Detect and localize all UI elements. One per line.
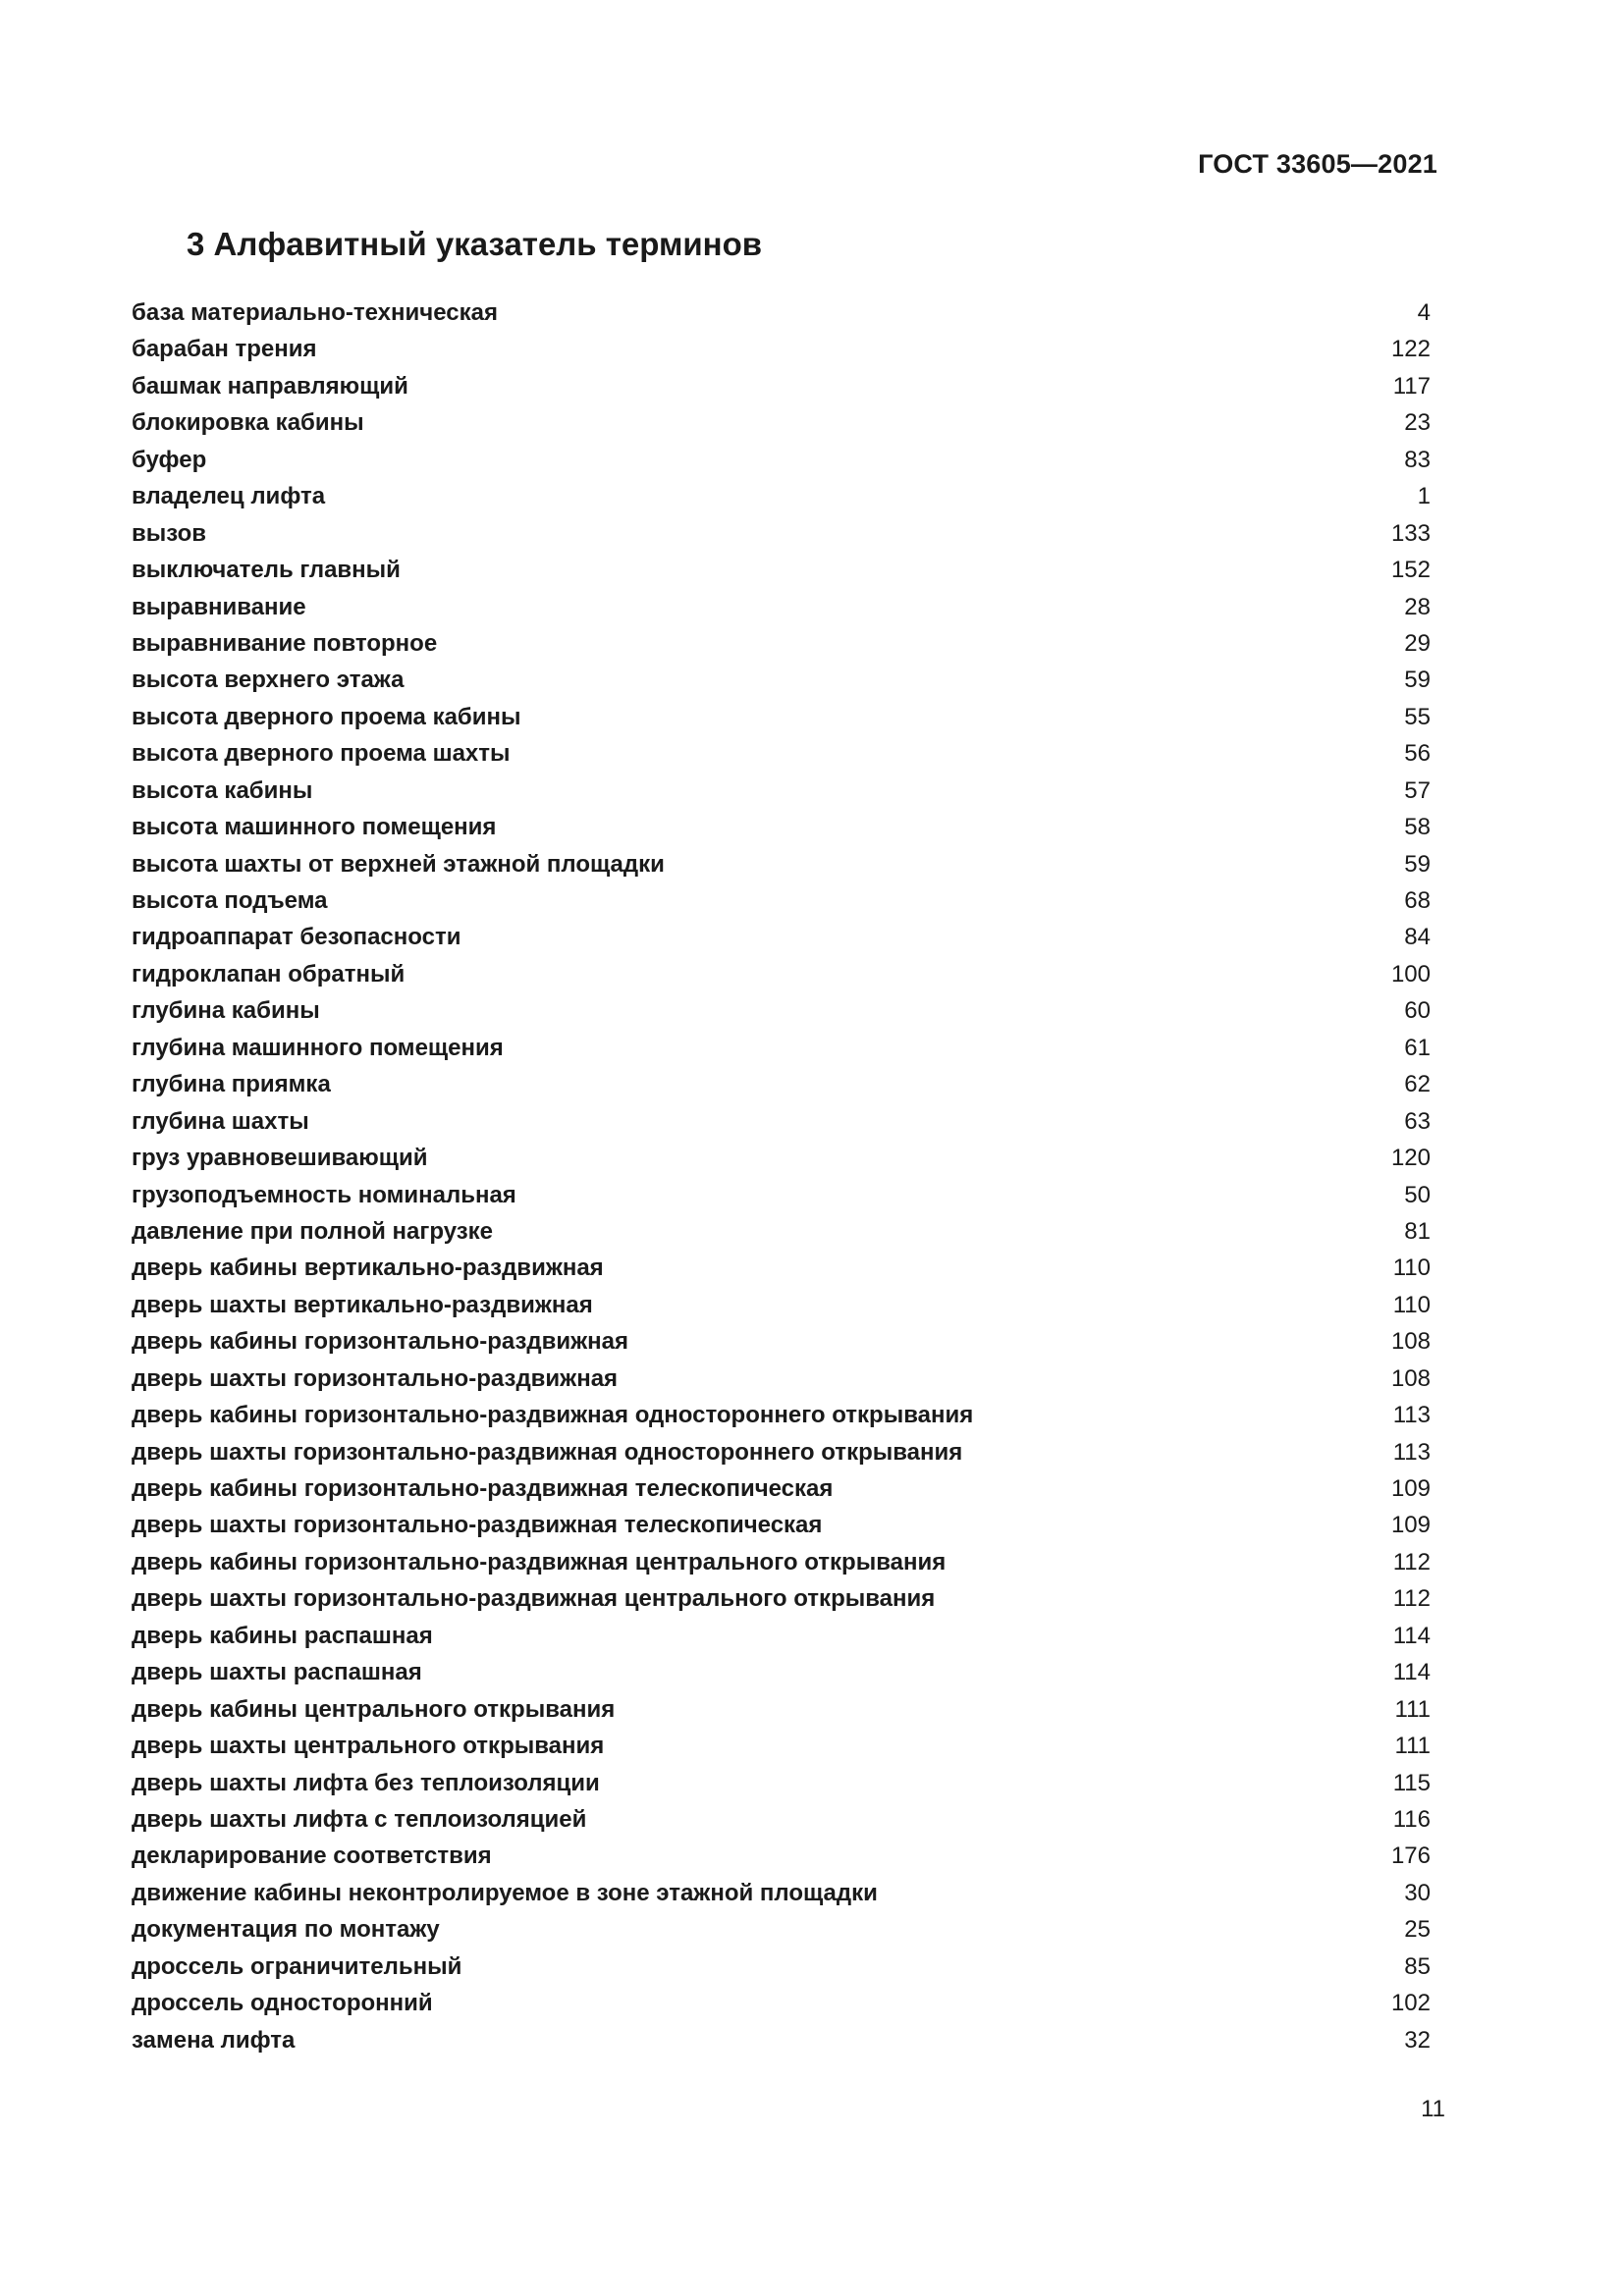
index-term-number: 23: [1404, 409, 1431, 437]
index-entry: [132, 404, 1431, 441]
index-entry: [132, 735, 1431, 772]
index-term-number: 110: [1392, 1255, 1431, 1282]
index-term: глубина кабины: [132, 997, 320, 1025]
index-term: дверь шахты горизонтально-раздвижная телескопическая: [132, 1512, 823, 1539]
index-term-number: 60: [1404, 997, 1431, 1025]
index-entry: [132, 1544, 1431, 1580]
index-term-number: 56: [1404, 740, 1431, 768]
index-term-number: 68: [1404, 887, 1431, 914]
index-term-number: 28: [1404, 593, 1431, 620]
index-entry: [132, 2022, 1431, 2058]
index-term-number: 109: [1390, 1475, 1431, 1502]
index-term-number: 55: [1404, 703, 1431, 730]
index-term: высота верхнего этажа: [132, 667, 405, 694]
index-term-number: 85: [1404, 1952, 1431, 1980]
index-term-number: 112: [1392, 1548, 1431, 1575]
index-entry: [132, 1911, 1431, 1948]
index-term: буфер: [132, 446, 207, 473]
document-code: ГОСТ 33605—2021: [1198, 149, 1437, 179]
index-entry: [132, 1985, 1431, 2021]
index-term: дверь кабины распашная: [132, 1622, 433, 1649]
index-entry: [132, 1728, 1431, 1764]
index-term-number: 117: [1392, 372, 1431, 400]
index-term-number: 122: [1390, 336, 1431, 363]
index-term: дверь шахты горизонтально-раздвижная центрального открывания: [132, 1585, 936, 1613]
index-entry: [132, 1177, 1431, 1213]
index-term: гидроклапан обратный: [132, 960, 406, 988]
index-term: грузоподъемность номинальная: [132, 1181, 516, 1208]
index-term: глубина приямка: [132, 1071, 331, 1098]
index-term: дроссель ограничительный: [132, 1952, 462, 1980]
index-term: база материально-техническая: [132, 299, 498, 326]
index-term: владелец лифта: [132, 483, 326, 510]
index-entry: [132, 1838, 1431, 1874]
index-term-number: 50: [1404, 1181, 1431, 1208]
index-term: дверь шахты лифта без теплоизоляции: [132, 1769, 600, 1796]
index-term-number: 114: [1392, 1622, 1431, 1649]
index-entry: [132, 1287, 1431, 1323]
index-term: высота кабины: [132, 776, 313, 804]
index-term: замена лифта: [132, 2026, 296, 2054]
index-term-number: 4: [1417, 299, 1431, 326]
index-entry: [132, 1030, 1431, 1066]
index-entry: [132, 589, 1431, 625]
index-term: дверь кабины центрального открывания: [132, 1695, 616, 1723]
index-entry: [132, 442, 1431, 478]
index-entry: [132, 1323, 1431, 1360]
index-term-number: 108: [1390, 1328, 1431, 1356]
index-entry: [132, 919, 1431, 955]
index-term: глубина шахты: [132, 1107, 309, 1135]
index-term-number: 25: [1404, 1916, 1431, 1944]
index-entry: [132, 1691, 1431, 1728]
index-term: башмак направляющий: [132, 372, 408, 400]
index-term-number: 152: [1390, 557, 1431, 584]
index-term: гидроаппарат безопасности: [132, 924, 461, 951]
index-term-number: 111: [1394, 1695, 1431, 1723]
index-entry: [132, 1103, 1431, 1140]
index-term-number: 114: [1392, 1659, 1431, 1686]
index-entry: [132, 1949, 1431, 1985]
index-entry: [132, 662, 1431, 698]
index-term: дроссель односторонний: [132, 1990, 433, 2017]
index-term: дверь шахты лифта с теплоизоляцией: [132, 1805, 587, 1833]
index-entry: [132, 515, 1431, 552]
index-entry: [132, 1470, 1431, 1507]
index-term: дверь шахты центрального открывания: [132, 1733, 605, 1760]
index-entry: [132, 478, 1431, 514]
index-entry: [132, 992, 1431, 1029]
index-term-number: 102: [1390, 1990, 1431, 2017]
index-term-number: 110: [1392, 1291, 1431, 1318]
index-term-number: 59: [1404, 667, 1431, 694]
index-entry: [132, 882, 1431, 919]
index-entry: [132, 1397, 1431, 1433]
index-entry: [132, 1580, 1431, 1617]
index-term: высота подъема: [132, 887, 328, 914]
index-term-number: 84: [1404, 924, 1431, 951]
index-term: высота дверного проема кабины: [132, 703, 521, 730]
index-term: дверь кабины горизонтально-раздвижная центрального открывания: [132, 1548, 947, 1575]
term-index-list: [132, 294, 1431, 2058]
index-term: вызов: [132, 519, 206, 547]
index-term-number: 57: [1404, 776, 1431, 804]
index-term-number: 29: [1404, 629, 1431, 657]
section-title: 3 Алфавитный указатель терминов: [187, 226, 763, 262]
index-term: высота шахты от верхней этажной площадки: [132, 850, 665, 878]
index-term-number: 63: [1404, 1107, 1431, 1135]
index-entry: [132, 368, 1431, 404]
index-term-number: 108: [1390, 1364, 1431, 1392]
index-term: дверь шахты горизонтально-раздвижная одностороннего открывания: [132, 1438, 963, 1466]
index-entry: [132, 1361, 1431, 1397]
index-term: давление при полной нагрузке: [132, 1217, 494, 1245]
index-term: дверь кабины горизонтально-раздвижная: [132, 1328, 629, 1356]
index-term: блокировка кабины: [132, 409, 364, 437]
index-entry: [132, 1618, 1431, 1654]
index-term: дверь шахты распашная: [132, 1659, 422, 1686]
index-entry: [132, 699, 1431, 735]
index-term-number: 58: [1404, 814, 1431, 841]
index-term-number: 32: [1404, 2026, 1431, 2054]
index-term: дверь кабины горизонтально-раздвижная телескопическая: [132, 1475, 834, 1502]
index-term: дверь кабины горизонтально-раздвижная одностороннего открывания: [132, 1402, 974, 1429]
index-term: дверь шахты горизонтально-раздвижная: [132, 1364, 619, 1392]
index-term: выравнивание повторное: [132, 629, 438, 657]
index-term: декларирование соответствия: [132, 1842, 492, 1870]
index-entry: [132, 809, 1431, 845]
index-term: глубина машинного помещения: [132, 1034, 504, 1061]
index-term-number: 81: [1404, 1217, 1431, 1245]
index-term: барабан трения: [132, 336, 317, 363]
index-entry: [132, 1213, 1431, 1250]
index-term-number: 61: [1404, 1034, 1431, 1061]
index-term-number: 100: [1390, 960, 1431, 988]
index-term: груз уравновешивающий: [132, 1145, 428, 1172]
index-term-number: 83: [1404, 446, 1431, 473]
index-entry: [132, 1875, 1431, 1911]
page-number: 11: [1421, 2096, 1445, 2122]
index-term: высота машинного помещения: [132, 814, 497, 841]
index-term-number: 113: [1392, 1438, 1431, 1466]
index-entry: [132, 331, 1431, 367]
index-term: дверь кабины вертикально-раздвижная: [132, 1255, 604, 1282]
index-entry: [132, 1066, 1431, 1102]
index-entry: [132, 625, 1431, 662]
index-term: высота дверного проема шахты: [132, 740, 511, 768]
index-entry: [132, 1654, 1431, 1690]
index-entry: [132, 552, 1431, 588]
index-entry: [132, 1434, 1431, 1470]
index-term: движение кабины неконтролируемое в зоне этажной площадки: [132, 1879, 878, 1906]
index-term-number: 111: [1394, 1733, 1431, 1760]
index-term: выключатель главный: [132, 557, 401, 584]
index-entry: [132, 846, 1431, 882]
index-entry: [132, 1140, 1431, 1176]
index-term-number: 120: [1390, 1145, 1431, 1172]
index-entry: [132, 1250, 1431, 1286]
index-term-number: 109: [1390, 1512, 1431, 1539]
index-term: выравнивание: [132, 593, 306, 620]
index-entry: [132, 1801, 1431, 1838]
index-term-number: 30: [1404, 1879, 1431, 1906]
index-entry: [132, 294, 1431, 331]
index-term-number: 1: [1417, 483, 1431, 510]
index-term: документация по монтажу: [132, 1916, 440, 1944]
index-entry: [132, 1507, 1431, 1543]
index-entry: [132, 1765, 1431, 1801]
index-term-number: 113: [1392, 1402, 1431, 1429]
index-term-number: 62: [1404, 1071, 1431, 1098]
index-entry: [132, 773, 1431, 809]
index-entry: [132, 956, 1431, 992]
index-term-number: 116: [1392, 1805, 1431, 1833]
index-term-number: 133: [1390, 519, 1431, 547]
index-term-number: 176: [1390, 1842, 1431, 1870]
index-term-number: 115: [1392, 1769, 1431, 1796]
index-term-number: 112: [1392, 1585, 1431, 1613]
index-term-number: 59: [1404, 850, 1431, 878]
index-term: дверь шахты вертикально-раздвижная: [132, 1291, 593, 1318]
